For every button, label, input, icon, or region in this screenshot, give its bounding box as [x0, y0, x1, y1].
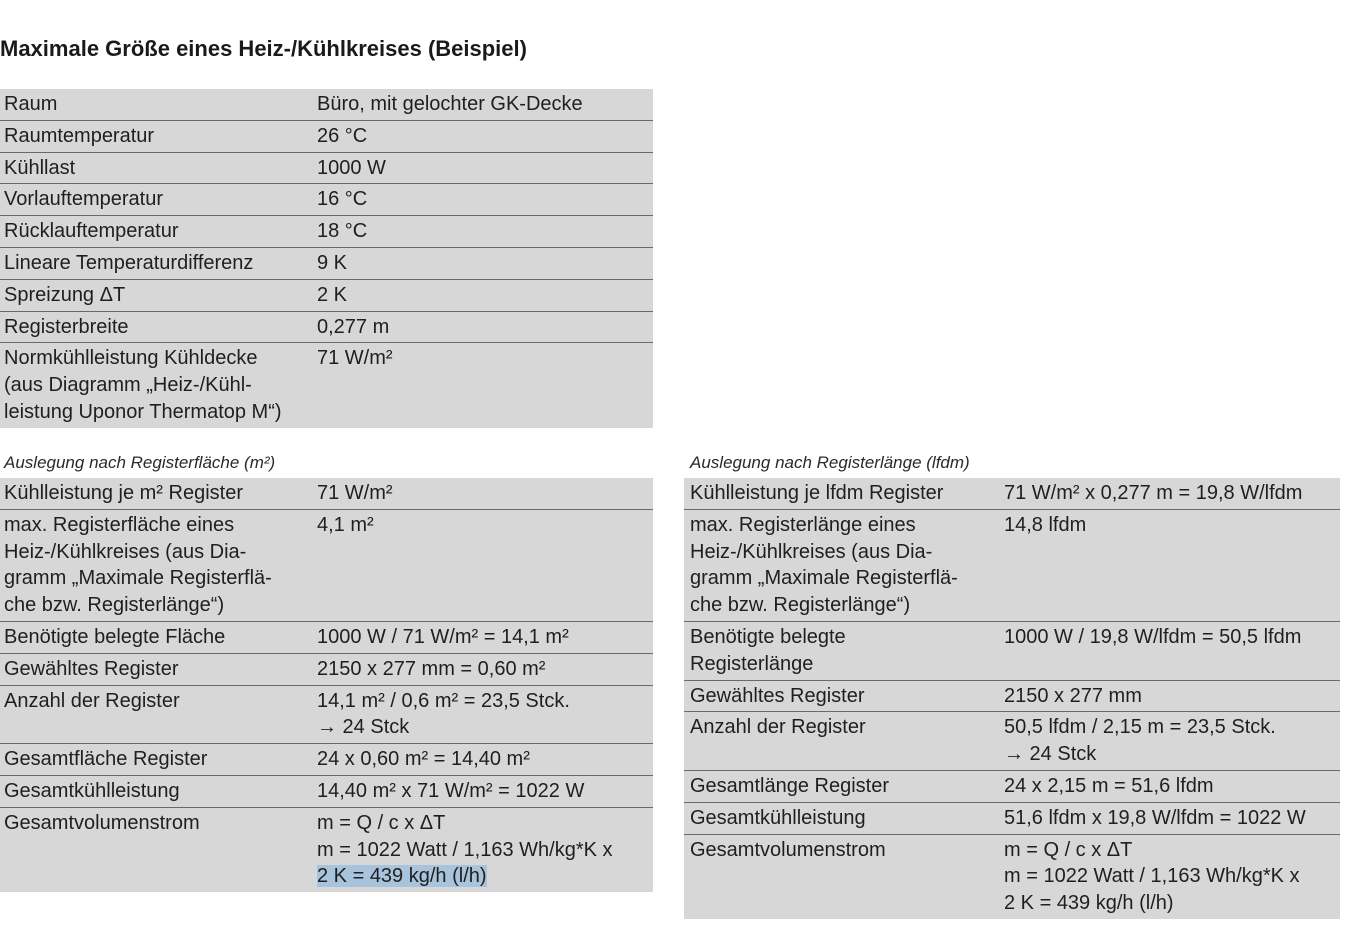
table-row [684, 510, 1340, 622]
value-line: 51,6 lfdm x 19,8 W/lfdm = 1022 W [1004, 806, 1306, 829]
value-line: m = Q / c x ΔT [1004, 838, 1133, 861]
table-row [0, 343, 653, 427]
row-value [317, 282, 653, 309]
table-row [684, 803, 1340, 835]
row-value [317, 250, 653, 277]
value-line: 14,1 m² / 0,6 m² = 23,5 Stck. [317, 689, 570, 712]
label-line: Lineare Temperaturdifferenz [4, 251, 254, 274]
label-line: Kühlleistung je m² Register [4, 482, 243, 504]
table-row [0, 312, 653, 344]
row-label [0, 746, 317, 773]
row-label [0, 91, 317, 118]
table-row [684, 622, 1340, 681]
row-value [317, 186, 653, 213]
value-line: 71 W/m² [317, 347, 393, 370]
value-line: 16 °C [317, 188, 368, 211]
row-label [0, 656, 317, 683]
row-label [0, 282, 317, 309]
row-value [1004, 805, 1340, 832]
label-line: Gesamtlänge Register [690, 774, 889, 797]
label-line: leistung Uponor Thermatop M“) [4, 400, 282, 423]
row-label [684, 773, 1004, 800]
value-line: 2150 x 277 mm = 0,60 m² [317, 657, 546, 680]
row-label [0, 688, 317, 742]
value-line: 50,5 lfdm / 2,15 m = 23,5 Stck. [1004, 716, 1276, 739]
label-line: gramm „Maximale Registerflä- [4, 567, 272, 590]
table-row [0, 654, 653, 686]
label-line: Vorlauftemperatur [4, 188, 163, 211]
value-line: 14,40 m² x 71 W/m² = 1022 W [317, 779, 585, 802]
label-line: Raum [4, 93, 58, 115]
row-value [317, 512, 653, 619]
table-row [0, 478, 653, 510]
value-line: → 24 Stck [1004, 743, 1097, 766]
table-row [0, 89, 653, 121]
row-value [1004, 512, 1340, 619]
value-line: 0,277 m [317, 315, 390, 338]
row-value [1004, 837, 1340, 917]
row-label [684, 683, 1004, 710]
table-row [0, 808, 653, 892]
value-line: 1000 W / 19,8 W/lfdm = 50,5 lfdm [1004, 625, 1302, 648]
value-line: 14,8 lfdm [1004, 513, 1087, 536]
row-label [684, 805, 1004, 832]
row-label [0, 123, 317, 150]
value-line: 26 °C [317, 124, 368, 147]
value-line: 9 K [317, 251, 348, 274]
row-label [0, 218, 317, 245]
row-label [0, 186, 317, 213]
row-value [317, 656, 653, 683]
table-row [0, 121, 653, 153]
table-row [0, 248, 653, 280]
label-line: Anzahl der Register [690, 716, 866, 739]
value-line: 2 K [317, 283, 348, 306]
row-value [317, 778, 653, 805]
value-line: 24 x 0,60 m² = 14,40 m² [317, 748, 530, 771]
label-line: Raumtemperatur [4, 124, 155, 147]
label-line: Gesamtfläche Register [4, 748, 208, 771]
value-line: 1000 W [317, 156, 386, 179]
row-value [1004, 773, 1340, 800]
row-value [317, 746, 653, 773]
row-label [0, 314, 317, 341]
label-line: che bzw. Registerlänge“) [4, 594, 225, 617]
room-parameters-table [0, 89, 653, 428]
table-row [684, 681, 1340, 713]
row-label [0, 250, 317, 277]
row-value [317, 810, 653, 890]
label-line: gramm „Maximale Registerflä- [690, 567, 958, 590]
area-design-table [0, 478, 653, 892]
table-row [0, 510, 653, 622]
table-row [684, 478, 1340, 510]
value-line: 71 W/m² x 0,277 m = 19,8 W/lfdm [1004, 482, 1303, 504]
length-design-table [684, 478, 1340, 919]
page-title: Maximale Größe eines Heiz-/Kühlkreises (Beispiel) [0, 36, 527, 61]
length-design-caption: Auslegung nach Registerlänge (lfdm) [690, 453, 970, 472]
row-label [0, 345, 317, 425]
label-line: Gesamtkühlleistung [4, 779, 180, 802]
row-label [0, 480, 317, 507]
row-label [684, 837, 1004, 917]
row-value [317, 155, 653, 182]
label-line: max. Registerlänge eines [690, 513, 916, 536]
table-row [0, 776, 653, 808]
table-row [684, 771, 1340, 803]
value-line: m = 1022 Watt / 1,163 Wh/kg*K x [317, 838, 613, 861]
label-line: Gewähltes Register [4, 657, 179, 680]
label-line: Gesamtvolumenstrom [4, 811, 200, 834]
row-value [317, 688, 653, 742]
value-line: 18 °C [317, 220, 368, 243]
row-value [317, 345, 653, 425]
row-label [684, 512, 1004, 619]
row-value [317, 480, 653, 507]
label-line: Gesamtvolumenstrom [690, 838, 886, 861]
table-row [684, 712, 1340, 771]
table-row [0, 686, 653, 745]
label-line: che bzw. Registerlänge“) [690, 594, 911, 617]
value-line: 24 x 2,15 m = 51,6 lfdm [1004, 774, 1214, 797]
table-row [0, 744, 653, 776]
table-row [684, 835, 1340, 919]
row-value [317, 123, 653, 150]
value-line: 2150 x 277 mm [1004, 684, 1142, 707]
row-value [317, 218, 653, 245]
label-line: Gewähltes Register [690, 684, 865, 707]
label-line: max. Registerfläche eines [4, 513, 235, 536]
row-label [684, 714, 1004, 768]
table-row [0, 216, 653, 248]
label-line: Heiz-/Kühlkreises (aus Dia- [4, 540, 247, 563]
row-value [1004, 683, 1340, 710]
label-line: Benötigte belegte [690, 625, 846, 648]
label-line: Heiz-/Kühlkreises (aus Dia- [690, 540, 933, 563]
row-label [0, 810, 317, 890]
label-line: Kühllast [4, 156, 76, 179]
label-line: Registerlänge [690, 652, 814, 675]
label-line: Rücklauftemperatur [4, 220, 179, 243]
table-row [0, 184, 653, 216]
row-value [317, 314, 653, 341]
row-label [0, 155, 317, 182]
area-design-caption: Auslegung nach Registerfläche (m²) [4, 453, 276, 472]
label-line: Gesamtkühlleistung [690, 806, 866, 829]
row-value [317, 624, 653, 651]
label-line: Kühlleistung je lfdm Register [690, 482, 944, 504]
value-line: 1000 W / 71 W/m² = 14,1 m² [317, 625, 569, 648]
label-line: Anzahl der Register [4, 689, 180, 712]
label-line: Spreizung ΔT [4, 283, 126, 306]
value-line: → 24 Stck [317, 716, 410, 739]
value-line: Büro, mit gelochter GK-Decke [317, 93, 583, 115]
row-label [0, 778, 317, 805]
row-label [0, 512, 317, 619]
table-row [0, 622, 653, 654]
row-value [1004, 480, 1340, 507]
value-line: m = 1022 Watt / 1,163 Wh/kg*K x [1004, 865, 1300, 888]
row-label [684, 480, 1004, 507]
label-line: Normkühlleistung Kühldecke [4, 347, 258, 370]
row-label [684, 624, 1004, 678]
label-line: (aus Diagramm „Heiz-/Kühl- [4, 374, 252, 397]
value-line: 4,1 m² [317, 513, 374, 536]
table-row [0, 280, 653, 312]
row-label [0, 624, 317, 651]
table-row [0, 153, 653, 185]
row-value [317, 91, 653, 118]
selected-text[interactable]: 2 K = 439 kg/h (l/h) [317, 865, 487, 888]
row-value [1004, 714, 1340, 768]
value-line: m = Q / c x ΔT [317, 811, 446, 834]
label-line: Benötigte belegte Fläche [4, 625, 226, 648]
value-line: 2 K = 439 kg/h (l/h) [1004, 892, 1174, 915]
row-value [1004, 624, 1340, 678]
value-line: 71 W/m² [317, 482, 393, 504]
label-line: Registerbreite [4, 315, 129, 338]
